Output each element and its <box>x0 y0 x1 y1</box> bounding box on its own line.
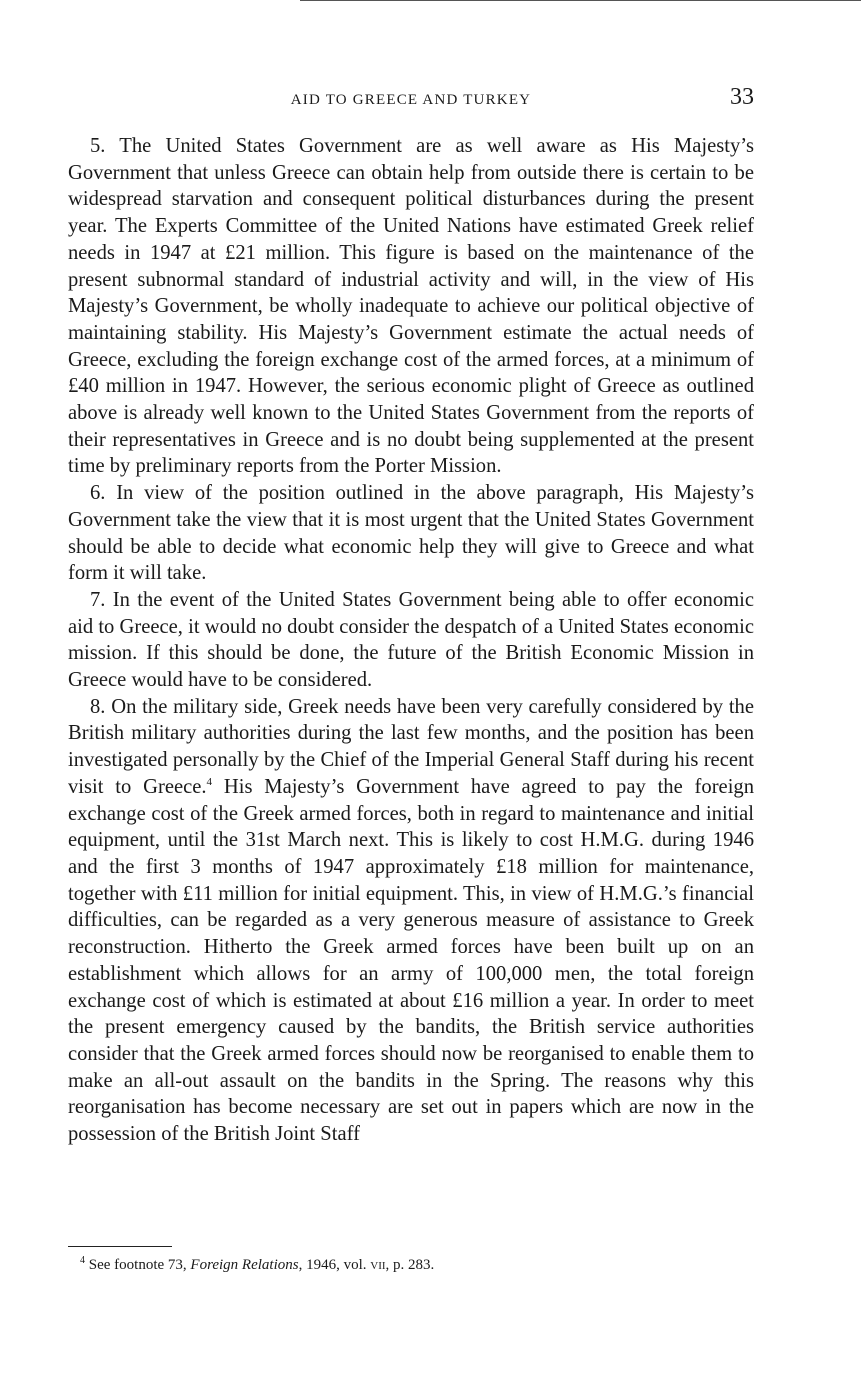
footnote-divider <box>68 1246 172 1247</box>
paragraph-5 <box>68 133 754 480</box>
paragraph-text: On the military side, Greek needs have been very carefully considered by the British military authorities during the last few months, and the position has been investigated personally by the Chief of the Imperial General Staff during his recent visit to Greece. <box>68 695 754 798</box>
footnote-year: , 1946, vol. <box>298 1257 371 1273</box>
footnote-mark: 4 <box>80 1255 85 1266</box>
top-edge-rule <box>300 0 861 1</box>
paragraph-text: The United States Government are as well aware as His Majesty’s Government that unless Greece can obtain help from outside there is certain to be widespread starvation and consequent political disturbances during the present year. The Experts Committee of the United Nations have estimated Greek relief needs in 1947 at £21 million. This figure is based on the maintenance of the present subnormal standard of industrial activity and will, in the view of His Majesty’s Government, be wholly inadequate to achieve our political objective of maintaining stability. His Majesty’s Government estimate the actual needs of Greece, excluding the foreign exchange cost of the armed forces, at a minimum of £40 million in 1947. However, the serious economic plight of Greece as outlined above is already well known to the United States Government from the reports of their representatives in Greece and is no doubt being supplemented at the present time by preliminary reports from the Porter Mission. <box>68 135 754 478</box>
footnote-volume: vii <box>370 1257 386 1273</box>
paragraph-text-continued: His Majesty’s Government have agreed to pay the foreign exchange cost of the Greek armed forces, both in regard to maintenance and initial equipment, until the 31st March next. This is likely to cost H.M.G. during 1946 and the first 3 months of 1947 approximately £18 million for maintenance, together with £11 million for initial equipment. This, in view of H.M.G.’s financial difficulties, can be regarded as a very generous measure of assistance to Greek reconstruction. Hitherto the Greek armed forces have been built up on an establishment which allows for an army of 100,000 men, the total foreign exchange cost of which is estimated at about £16 million a year. In order to meet the present emergency caused by the bandits, the British service authorities consider that the Greek armed forces should now be reorganised to enable them to make an all-out assault on the bandits in the Spring. The reasons why this reorganisation has become necessary are set out in papers which are now in the possession of the British Joint Staff <box>68 775 755 1146</box>
paragraph-6 <box>68 480 754 587</box>
footnote-reference: 4 <box>206 776 213 789</box>
page-number: 33 <box>730 84 754 110</box>
body-text <box>68 133 754 1148</box>
footnote-prefix: See footnote 73, <box>85 1257 191 1273</box>
paragraph-number: 6. <box>90 482 106 505</box>
running-head: AID TO GREECE AND TURKEY <box>290 92 532 108</box>
paragraph-text: In view of the position outlined in the above paragraph, His Majesty’s Government take the view that it is most urgent that the United States Government should be able to decide what economic help they will give to Greece and what form it will take. <box>68 482 754 585</box>
footnote-page: , p. 283. <box>385 1257 435 1273</box>
paragraph-number: 7. <box>90 588 106 611</box>
paragraph-text: In the event of the United States Government being able to offer economic aid to Greece, it would no doubt consider the despatch of a United States economic mission. If this should be done, the future of the British Economic Mission in Greece would have to be considered. <box>68 588 754 692</box>
paragraph-number: 5. <box>90 135 106 157</box>
paragraph-8 <box>68 694 754 1148</box>
page-header <box>68 84 754 114</box>
footnote <box>80 1255 760 1275</box>
paragraph-number: 8. <box>90 695 106 718</box>
footnote-title: Foreign Relations <box>190 1257 299 1273</box>
paragraph-7 <box>68 587 754 694</box>
